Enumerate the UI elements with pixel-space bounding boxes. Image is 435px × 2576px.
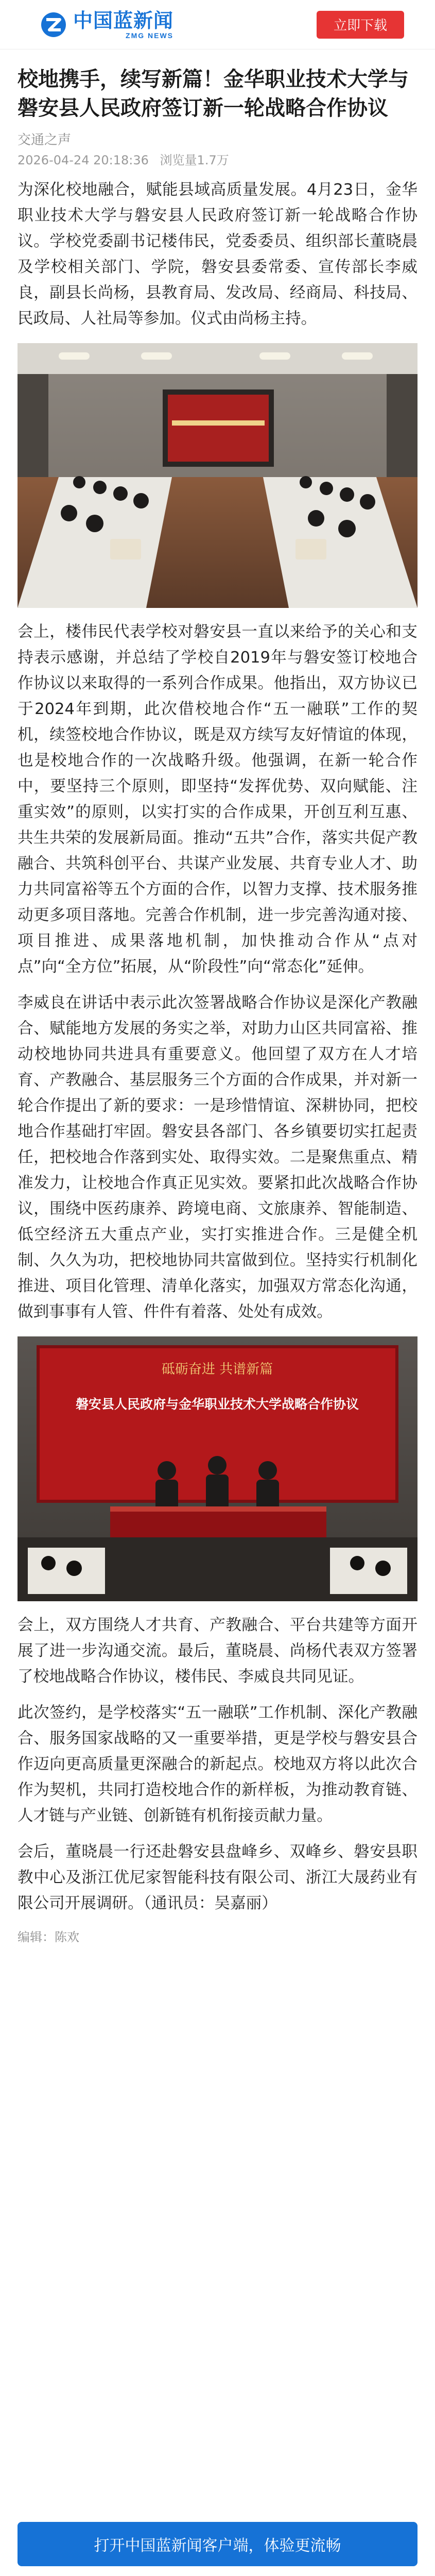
zmg-logo-icon [40,11,67,38]
open-app-button[interactable]: 打开中国蓝新闻客户端，体验更流畅 [18,2522,417,2566]
brand-text [73,10,173,40]
banner-slogans: 砥砺奋进 共谱新篇 [161,1362,273,1377]
article-paragraph: 此次签约，是学校落实“五一融联”工作机制、深化产教融合、服务国家战略的又一重要举措，更是学校与磐安县合作迈向更高质量更深融合的新起点。校地双方将以此次合作为契机，共同打造校地合作的新样板，为推动教育链、人才链与产业链、创新链有机衔接贡献力量。 [18,1704,417,1825]
brand[interactable] [40,10,173,40]
app-header [0,0,435,49]
view-count: 浏览量1.7万 [160,153,229,167]
article [0,49,435,1947]
article-paragraph: 会上，楼伟民代表学校对磐安县一直以来给予的关心和支持表示感谢，并总结了学校自2019年与磐安签订校地合作协议以来取得的一系列合作成果。他指出，双方协议已于2024年到期，此次借校地合作“五一融联”工作的契机，续签校地合作协议，既是双方续写友好情谊的体现，也是校地合作的一次战略升级。他强调，在新一轮合作中，要坚持三个原则，即坚持“发挥优势、双向赋能、注重实效”的原则，以实打实的合作成果，开创互利互惠、共生共荣的发展新局面。推动“五共”合作，落实共促产教融合、共筑科创平台、共谋产业发展、共育专业人才、助力共同富裕等五个方面的合作，以智力支撑、技术服务推动更多项目落地。完善合作机制，进一步完善沟通对接、项目推进、成果落地机制，加快推动合作从“点对点”向“全方位”拓展，从“阶段性”向“常态化”延伸。 [18,623,417,976]
signing-ceremony-photo[interactable] [18,1336,417,1601]
article-meta [18,150,417,170]
meeting-hall-photo[interactable] [18,343,417,608]
download-button[interactable]: 立即下载 [317,11,404,39]
article-paragraph: 会后，董晓晨一行还赴磐安县盘峰乡、双峰乡、磐安县职教中心及浙江优尼家智能科技有限公司、浙江大晟药业有限公司开展调研。（通讯员：吴嘉丽） [18,1843,417,1912]
banner-title: 磐安县人民政府与金华职业技术大学战略合作协议 [75,1397,359,1412]
article-paragraph: 为深化校地融合，赋能县域高质量发展。4月23日，金华职业技术大学与磐安县人民政府签订新一轮战略合作协议。学校党委副书记楼伟民，党委委员、组织部长董晓晨及学校相关部门、学院，磐安县委常委、宣传部长李威良，副县长尚杨，县教育局、发改局、经商局、科技局、民政局、人社局等参加。仪式由尚杨主持。 [18,181,417,328]
publish-datetime: 2026-04-24 20:18:36 [18,153,149,167]
article-source: 交通之声 [18,132,72,148]
article-paragraph: 会上，双方围绕人才共育、产教融合、平台共建等方面开展了进一步沟通交流。最后，董晓晨、尚杨代表双方签署了校地战略合作协议，楼伟民、李威良共同见证。 [18,1616,417,1686]
editor-credit: 编辑：陈欢 [18,1930,79,1944]
article-title: 校地携手，续写新篇！金华职业技术大学与磐安县人民政府签订新一轮战略合作协议 [18,67,409,120]
article-paragraph: 李威良在讲话中表示此次签署战略合作协议是深化产教融合、赋能地方发展的务实之举，对助力山区共同富裕、推动校地协同共进具有重要意义。他回望了双方在人才培育、产教融合、基层服务三个方面的合作成果，并对新一轮合作提出了新的要求：一是珍惜情谊、深耕协同，把校地合作基础打牢固。磐安县各部门、各乡镇要切实扛起责任，把校地合作落到实处、取得实效。二是聚焦重点、精准发力，让校地合作真正见实效。要紧扣此次战略合作协议，围绕中医药康养、跨境电商、文旅康养、智能制造、低空经济五大重点产业，实打实推进合作。三是健全机制、久久为功，把校地协同共富做到位。坚持实行机制化推进、项目化管理、清单化落实，加强双方常态化沟通，做到事事有人管、件件有着落、处处有成效。 [18,994,417,1321]
brand-subtitle: ZMG NEWS [126,31,174,40]
brand-name: 中国蓝新闻 [73,9,174,32]
